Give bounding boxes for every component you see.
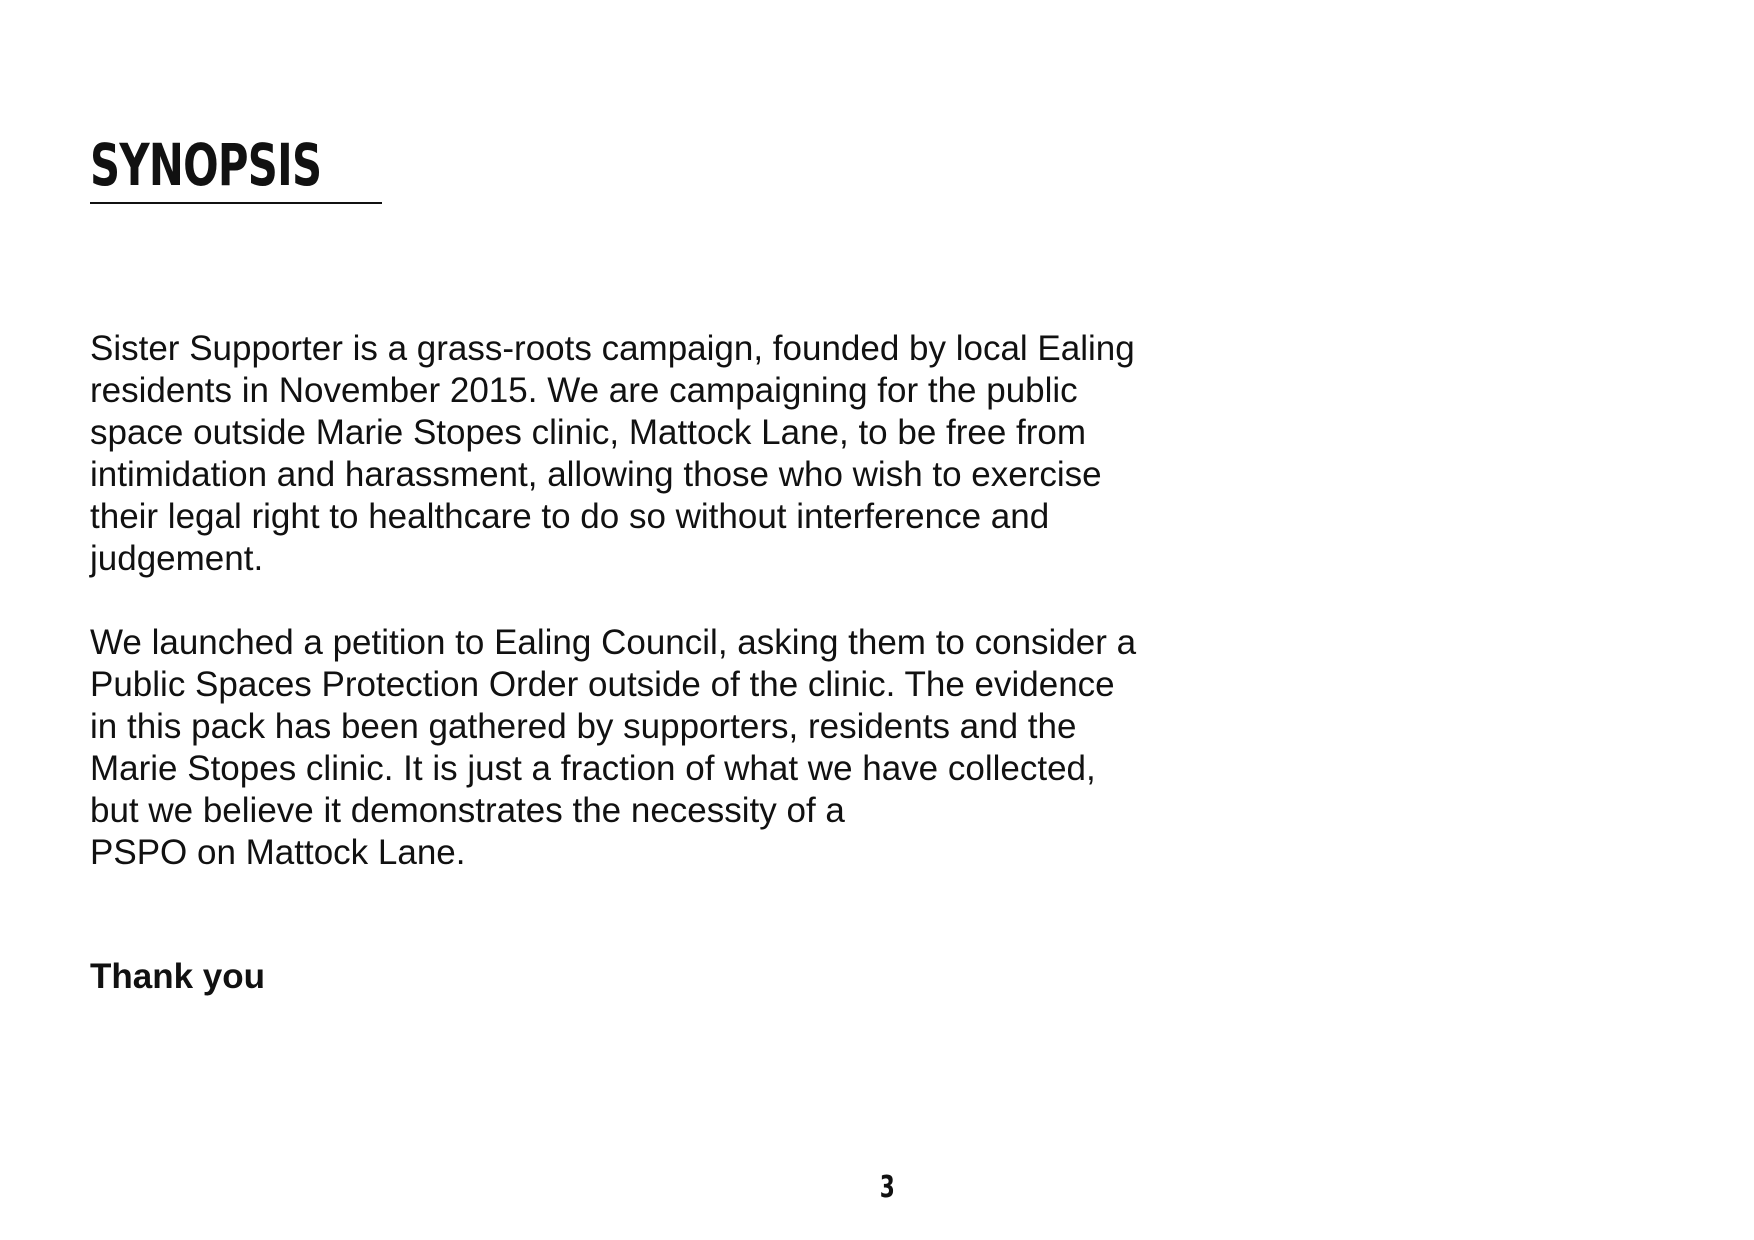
paragraph-1-line-5: their legal right to healthcare to do so without interference and	[90, 497, 1050, 536]
paragraph-2-line-2: Public Spaces Protection Order outside of the clinic. The evidence	[90, 665, 1115, 704]
paragraph-1-line-6: judgement.	[90, 539, 264, 578]
synopsis-body	[90, 328, 1290, 874]
paragraph-1-line-1: Sister Supporter is a grass-roots campaign, founded by local Ealing	[90, 329, 1135, 368]
paragraph-2-line-4: Marie Stopes clinic. It is just a fraction of what we have collected,	[90, 749, 1096, 788]
paragraph-1	[90, 328, 1290, 580]
heading-underline	[90, 131, 382, 204]
paragraph-1-line-4: intimidation and harassment, allowing those who wish to exercise	[90, 455, 1102, 494]
paragraph-2-line-3: in this pack has been gathered by supporters, residents and the	[90, 707, 1077, 746]
paragraph-2	[90, 622, 1290, 874]
paragraph-2-line-5: but we believe it demonstrates the necessity of a	[90, 791, 845, 830]
paragraph-2-line-6: PSPO on Mattock Lane.	[90, 833, 466, 872]
paragraph-1-line-3: space outside Marie Stopes clinic, Mattock Lane, to be free from	[90, 413, 1087, 452]
paragraph-2-line-1: We launched a petition to Ealing Council, asking them to consider a	[90, 623, 1137, 662]
page-title: SYNOPSIS	[90, 131, 322, 199]
closing-text: Thank you	[90, 957, 266, 996]
paragraph-1-line-2: residents in November 2015. We are campaigning for the public	[90, 371, 1078, 410]
page-number: 3	[879, 1170, 895, 1205]
